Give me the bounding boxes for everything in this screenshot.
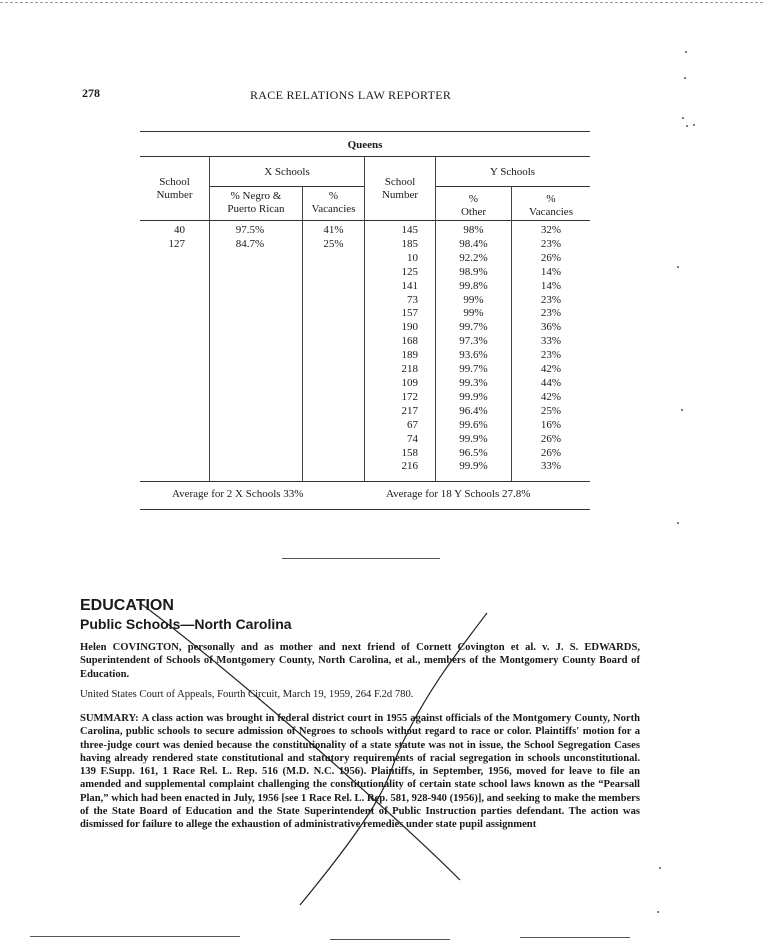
y-school-number-cell: 125	[401, 265, 418, 278]
y-school-number-cell: 157	[401, 307, 418, 320]
y-vacancies-cell: 26%	[540, 446, 562, 459]
x-vacancies-header: % Vacancies	[311, 190, 356, 215]
y-school-number-cell: 189	[401, 349, 418, 362]
y-school-number-cell: 218	[401, 363, 418, 376]
y-school-number-cell: 141	[401, 279, 418, 292]
y-school-number-cell: 172	[401, 390, 418, 403]
y-school-number-cell: 158	[401, 446, 418, 459]
section-heading: EDUCATION	[80, 597, 174, 614]
court-citation: United States Court of Appeals, Fourth Circuit, March 19, 1959, 264 F.2d 780.	[80, 689, 414, 700]
y-other-cell: 98.4%	[459, 237, 488, 250]
y-school-number-cell: 67	[407, 418, 418, 431]
y-other-cell: 99.7%	[459, 363, 488, 376]
x-negro-pr-header: % Negro & Puerto Rican	[227, 190, 285, 215]
y-school-number-cell: 216	[401, 460, 418, 473]
y-school-number-cell: 109	[401, 376, 418, 389]
y-vacancies-cell: 23%	[540, 237, 562, 250]
page-number: 278	[82, 86, 100, 100]
y-other-cell: 99.9%	[459, 390, 488, 403]
x-negro-pr-cell: 97.5%	[235, 224, 265, 236]
y-vacancies-cell: 23%	[540, 349, 562, 362]
y-other-cell: 98.9%	[459, 265, 488, 278]
running-head: RACE RELATIONS LAW REPORTER	[250, 88, 452, 102]
borough-header: Queens	[347, 139, 383, 151]
x-vacancies-cell: 25%	[323, 237, 344, 250]
y-vacancies-cell: 42%	[540, 363, 562, 376]
y-other-cell: 92.2%	[459, 251, 488, 264]
y-school-number-cell: 73	[407, 293, 418, 306]
y-vacancies-cell: 23%	[540, 293, 562, 306]
case-caption: Helen COVINGTON, personally and as mother and next friend of Cornett Covington et al. v. J. S. EDWARDS, Superintendent of Schools of Montgomery County, North Carolina, et al., members of the Montgomery County Board of Education.	[80, 642, 640, 680]
y-other-cell: 99.7%	[459, 321, 488, 334]
y-school-number-cell: 145	[401, 224, 418, 236]
y-other-cell: 99%	[463, 307, 484, 320]
y-average-row: Average for 18 Y Schools 27.8%	[386, 488, 531, 500]
x-average-row: Average for 2 X Schools 33%	[172, 488, 304, 500]
y-schools-group-header: Y Schools	[489, 166, 536, 178]
x-school-number-cell: 127	[168, 237, 185, 250]
y-school-number-cell: 185	[401, 237, 418, 250]
summary-label: SUMMARY:	[80, 713, 139, 724]
y-vacancies-cell: 44%	[540, 376, 562, 389]
y-school-number-header: School Number	[381, 176, 419, 201]
y-school-number-cell: 74	[407, 432, 418, 445]
y-other-cell: 99.3%	[459, 376, 488, 389]
y-vacancies-cell: 26%	[540, 432, 562, 445]
y-school-number-cell: 10	[407, 251, 418, 264]
y-other-cell: 96.5%	[459, 446, 488, 459]
section-subheading: Public Schools—North Carolina	[80, 616, 292, 632]
y-vacancies-cell: 33%	[540, 335, 562, 348]
y-other-header: % Other	[460, 193, 487, 218]
y-vacancies-cell: 14%	[540, 265, 562, 278]
y-other-cell: 99.8%	[459, 279, 488, 292]
y-vacancies-cell: 16%	[540, 418, 562, 431]
y-school-number-cell: 168	[401, 335, 418, 348]
y-vacancies-cell: 25%	[540, 404, 562, 417]
x-vacancies-cell: 41%	[323, 224, 344, 236]
y-school-number-cell: 190	[401, 321, 418, 334]
y-vacancies-cell: 42%	[540, 390, 562, 403]
y-other-cell: 99.9%	[459, 432, 488, 445]
x-schools-group-header: X Schools	[264, 166, 310, 178]
y-vacancies-cell: 36%	[540, 321, 562, 334]
y-other-cell: 93.6%	[459, 349, 488, 362]
y-other-cell: 99.9%	[459, 460, 488, 473]
y-other-cell: 98%	[463, 224, 484, 236]
y-vacancies-cell: 14%	[540, 279, 562, 292]
y-vacancies-cell: 32%	[540, 224, 562, 236]
y-other-cell: 99.6%	[459, 418, 488, 431]
y-vacancies-cell: 33%	[540, 460, 562, 473]
x-school-number-header: School Number	[156, 176, 193, 201]
x-school-number-cell: 40	[174, 224, 185, 236]
summary-text: A class action was brought in federal district court in 1955 against officials of the Montgomery County, North Carolina, public schools to secure admission of Negroes to schools without regard to race or color. Plaintiffs' motion for a three-judge court was denied because the constitutionality of a state statute was not in issue, the School Segregation Cases having already rendered state constitutional and statutory requirements of racial segregation in schools unconstitutional. 139 F.Supp. 161, 1 Race Rel. L. Rep. 516 (M.D. N.C. 1956). Plaintiffs, in September, 1956, moved for leave to file an amended and supplemental complaint challenging the constitutionality of certain state school laws known as the “Pearsall Plan,” which had been enacted in July, 1956 [see 1 Race Rel. L. Rep. 581, 928-940 (1956)], and seeking to make the members of the State Board of Education and the State Superintendent of Public Instruction parties defendant. The action was dismissed for failure to allege the exhaustion of administrative remedies under state pupil assignment	[80, 713, 640, 831]
y-vacancies-cell: 26%	[540, 251, 562, 264]
y-vacancies-cell: 23%	[540, 307, 562, 320]
y-other-cell: 96.4%	[459, 404, 488, 417]
y-vacancies-header: % Vacancies	[529, 193, 573, 218]
y-other-cell: 97.3%	[459, 335, 488, 348]
x-negro-pr-cell: 84.7%	[235, 237, 265, 250]
y-school-number-cell: 217	[401, 404, 418, 417]
y-other-cell: 99%	[463, 293, 484, 306]
